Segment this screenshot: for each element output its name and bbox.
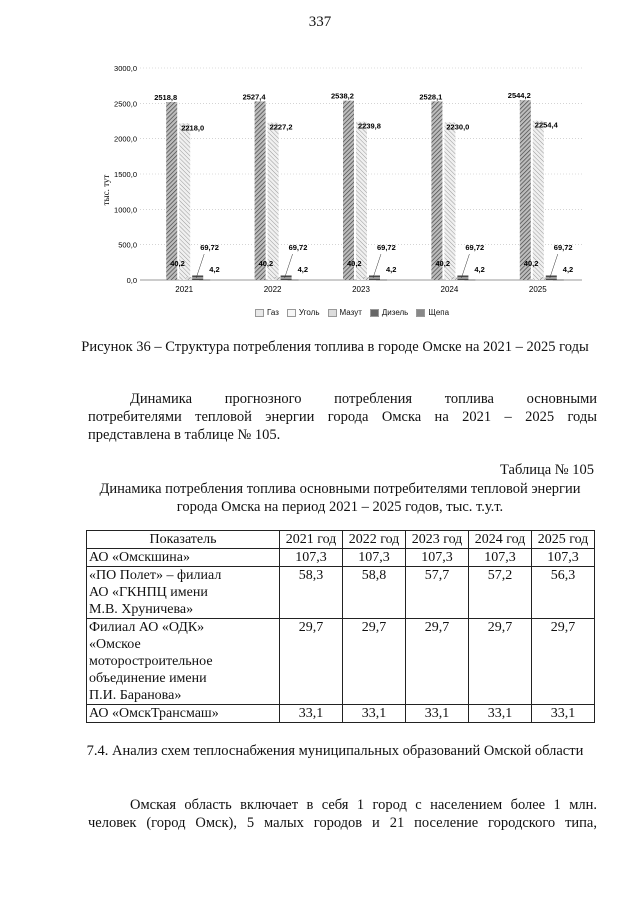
data-label: 2254,4 bbox=[534, 120, 558, 130]
bar-Газ bbox=[343, 101, 354, 280]
row-name-line: «Омское bbox=[89, 637, 141, 652]
row-name bbox=[87, 619, 280, 705]
row-name bbox=[87, 705, 280, 723]
bar-Щепа bbox=[553, 280, 564, 281]
x-tick-label: 2021 bbox=[175, 285, 194, 294]
table-title: Динамика потребления топлива основными потребителями тепловой энергии города Омска на период 2021 – 2025 годов, тыс. т.у.т. bbox=[99, 481, 581, 515]
row-name-line: «ПО Полет» – филиал bbox=[89, 568, 222, 583]
table-header-cell: 2023 год bbox=[406, 531, 469, 549]
table-cell: 57,2 bbox=[469, 567, 532, 619]
y-tick-label: 3000,0 bbox=[114, 64, 137, 73]
bar-Газ bbox=[166, 102, 177, 280]
bar-Дизель bbox=[281, 275, 292, 280]
paragraph-region bbox=[88, 796, 597, 832]
table-cell: 29,7 bbox=[469, 619, 532, 705]
table-header-cell: 2021 год bbox=[280, 531, 343, 549]
chart-legend bbox=[255, 308, 449, 317]
data-label: 69,72 bbox=[465, 243, 485, 252]
row-name-line: П.И. Баранова» bbox=[89, 688, 182, 703]
paragraph-line: Динамика прогнозного потребления топлива основными bbox=[130, 391, 597, 407]
table-cell: 107,3 bbox=[343, 549, 406, 567]
data-label: 4,2 bbox=[297, 265, 309, 274]
legend-label: Уголь bbox=[298, 308, 320, 317]
data-label: 4,2 bbox=[386, 265, 397, 274]
table-row bbox=[87, 619, 595, 705]
row-name-line: объединение имени bbox=[89, 671, 207, 686]
row-name bbox=[87, 549, 280, 567]
legend-swatch bbox=[328, 309, 337, 317]
legend-swatch bbox=[416, 309, 425, 317]
data-label: 4,2 bbox=[474, 265, 485, 274]
bar-Уголь bbox=[356, 122, 367, 280]
bar-Щепа bbox=[288, 280, 299, 281]
table-cell: 33,1 bbox=[406, 705, 469, 723]
x-tick-label: 2022 bbox=[263, 285, 282, 294]
table-number: Таблица № 105 bbox=[500, 462, 594, 478]
table-cell: 107,3 bbox=[280, 549, 343, 567]
data-label: 2227,2 bbox=[269, 122, 293, 132]
bar-Щепа bbox=[199, 280, 210, 281]
y-tick-label: 0,0 bbox=[126, 276, 137, 285]
data-label: 69,72 bbox=[377, 243, 396, 252]
data-label: 40,2 bbox=[347, 259, 362, 268]
section-title: 7.4. Анализ схем теплоснабжения муниципальных образований Омской области bbox=[86, 743, 584, 759]
table-header-cell: 2022 год bbox=[343, 531, 406, 549]
paragraph-line: представлена в таблице № 105. bbox=[88, 427, 281, 443]
bar-Газ bbox=[520, 100, 531, 280]
table-cell: 29,7 bbox=[343, 619, 406, 705]
legend-label: Мазут bbox=[339, 308, 362, 317]
table-cell: 58,8 bbox=[343, 567, 406, 619]
bar-Уголь bbox=[179, 123, 190, 280]
bar-Дизель bbox=[192, 275, 203, 280]
x-tick-label: 2024 bbox=[440, 285, 459, 294]
table-row bbox=[87, 567, 595, 619]
bar-Уголь bbox=[444, 122, 455, 280]
paragraph-intro bbox=[88, 390, 597, 444]
table-cell: 29,7 bbox=[406, 619, 469, 705]
data-label: 40,2 bbox=[523, 259, 539, 268]
y-tick-label: 1000,0 bbox=[114, 205, 137, 215]
y-axis-label: тыс. тут bbox=[101, 174, 111, 206]
table-cell: 33,1 bbox=[532, 705, 595, 723]
legend-swatch bbox=[255, 309, 264, 317]
legend-label: Газ bbox=[267, 308, 279, 317]
data-label: 69,72 bbox=[200, 243, 219, 252]
table-cell: 33,1 bbox=[469, 705, 532, 723]
table-cell: 33,1 bbox=[343, 705, 406, 723]
y-tick-label: 500,0 bbox=[118, 240, 137, 250]
table-header-cell: 2024 год bbox=[469, 531, 532, 549]
data-label: 2518,8 bbox=[154, 93, 178, 103]
legend-item bbox=[287, 308, 320, 317]
x-tick-label: 2025 bbox=[528, 285, 547, 294]
legend-swatch bbox=[370, 309, 379, 317]
row-name-line: Филиал АО «ОДК» bbox=[89, 620, 205, 635]
bar-Уголь bbox=[533, 121, 544, 280]
data-label: 2544,2 bbox=[507, 91, 531, 101]
legend-label: Дизель bbox=[381, 308, 409, 317]
paragraph-line: человек (город Омск), 5 малых городов и 21 поселение городского типа, bbox=[88, 815, 597, 831]
data-label: 2239,8 bbox=[358, 121, 381, 131]
page-number: 337 bbox=[308, 14, 332, 30]
row-name-line: АО «ОмскТрансмаш» bbox=[89, 706, 219, 721]
bar-Дизель bbox=[369, 275, 380, 280]
row-name-line: АО «Омскшина» bbox=[89, 550, 190, 565]
paragraph-line: потребителями тепловой энергии города Омска на 2021 – 2025 годы bbox=[88, 409, 597, 425]
data-label: 2218,0 bbox=[181, 123, 205, 133]
data-label: 40,2 bbox=[258, 259, 274, 268]
leader-line bbox=[550, 254, 558, 278]
bar-Дизель bbox=[457, 275, 468, 280]
table-cell: 107,3 bbox=[469, 549, 532, 567]
table-cell: 107,3 bbox=[406, 549, 469, 567]
table-row bbox=[87, 549, 595, 567]
leader-line bbox=[461, 254, 469, 278]
table-header-cell: Показатель bbox=[87, 531, 280, 549]
paragraph-line: Омская область включает в себя 1 город с населением более 1 млн. bbox=[130, 797, 597, 813]
table-cell: 29,7 bbox=[280, 619, 343, 705]
data-label: 2527,4 bbox=[242, 92, 266, 102]
data-label: 4,2 bbox=[562, 265, 574, 274]
legend-swatch bbox=[287, 309, 296, 317]
table-row bbox=[87, 705, 595, 723]
legend-item bbox=[328, 308, 362, 317]
legend-item bbox=[370, 308, 408, 317]
fuel-table bbox=[86, 530, 595, 723]
bar-Щепа bbox=[464, 280, 475, 281]
table-header-row bbox=[87, 531, 595, 549]
x-tick-label: 2023 bbox=[352, 285, 370, 294]
data-label: 69,72 bbox=[288, 243, 308, 252]
leader-line bbox=[373, 254, 381, 278]
table-cell: 107,3 bbox=[532, 549, 595, 567]
row-name-line: моторостроительное bbox=[89, 654, 213, 669]
fuel-consumption-chart bbox=[100, 62, 590, 302]
legend-item bbox=[255, 308, 279, 317]
row-name-line: М.В. Хруничева» bbox=[89, 602, 194, 617]
data-label: 2230,0 bbox=[446, 122, 470, 132]
data-label: 69,72 bbox=[553, 243, 573, 252]
table-cell: 58,3 bbox=[280, 567, 343, 619]
table-header-cell: 2025 год bbox=[532, 531, 595, 549]
bar-Газ bbox=[431, 101, 442, 280]
y-tick-label: 2500,0 bbox=[114, 99, 137, 109]
data-label: 40,2 bbox=[170, 259, 185, 268]
leader-line bbox=[285, 254, 293, 278]
bar-Дизель bbox=[546, 275, 557, 280]
row-name-line: АО «ГКНПЦ имени bbox=[89, 585, 208, 600]
bar-Газ bbox=[255, 101, 266, 280]
bar-Уголь bbox=[268, 123, 279, 280]
table-cell: 29,7 bbox=[532, 619, 595, 705]
leader-line bbox=[196, 254, 204, 278]
table-cell: 56,3 bbox=[532, 567, 595, 619]
table-cell: 57,7 bbox=[406, 567, 469, 619]
row-name bbox=[87, 567, 280, 619]
data-label: 2528,1 bbox=[419, 92, 443, 102]
data-label: 4,2 bbox=[209, 265, 220, 274]
bar-Щепа bbox=[376, 280, 387, 281]
legend-item bbox=[416, 308, 449, 317]
figure-caption: Рисунок 36 – Структура потребления топлива в городе Омске на 2021 – 2025 годы bbox=[81, 339, 589, 355]
data-label: 40,2 bbox=[435, 259, 451, 268]
data-label: 2538,2 bbox=[331, 91, 354, 101]
y-tick-label: 2000,0 bbox=[114, 134, 137, 144]
y-tick-label: 1500,0 bbox=[114, 170, 137, 179]
legend-label: Щепа bbox=[428, 308, 450, 317]
table-cell: 33,1 bbox=[280, 705, 343, 723]
